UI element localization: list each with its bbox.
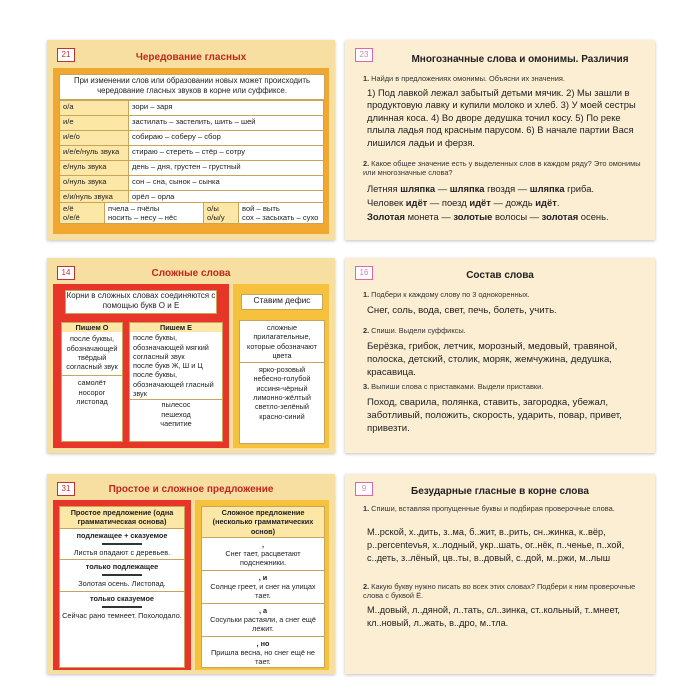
card-homonyms [345,40,655,240]
task-2: 2. Какую букву нужно писать во всех этих словах? Подбери к ним проверочные слова с буквой Ё. [363,582,636,600]
simple-head: Простое предложение (одна грамматическая основа) [60,507,184,528]
task-1: 1. Найди в предложениях омонимы. Объясни их значения. [363,74,565,83]
hyphen-head: Ставим дефис [241,294,323,310]
o-rule: после буквы, обозначающей твёрдый согласный звук [66,334,118,372]
alternation-table [59,100,324,206]
table-row: о/а зори – заря [60,101,324,116]
card-number: 16 [355,266,373,280]
o-head: Пишем О [62,323,122,332]
table-row: и/е/е/нуль звука стираю – стереть – стёр – сотру [60,146,324,161]
task-3: 3. Выпиши слова с приставками. Выдели приставки. [363,382,544,391]
card-number: 23 [355,48,373,62]
card-alternation [47,40,335,240]
table-row: и/е/о собираю – соберу – сбор [60,131,324,146]
card-sentences [47,474,335,674]
task-2: 2. Какое общее значение есть у выделенных слов в каждом ряду? Это омонимы или многозначные слова? [363,159,641,177]
example-line: Золотая монета — золотые волосы — золотая осень. [367,211,609,222]
item: , и Солнце греет, и снег на улицах тает. [202,570,324,603]
hyphen-rule: сложные прилагательные, которые обозначают цвета [240,321,324,363]
task-2-text: М..довый, л..дяной, л..тать, сл..зинка, ст..кольный, т..мнеет, кл..новый, л..жать, в..дро, м..тла. [367,605,620,628]
item: , но Пришла весна, но снег ещё не тает. [202,636,324,669]
card-unstressed-vowels [345,474,655,674]
card-number: 31 [57,482,75,496]
item: подлежащее + сказуемое Листья опадают с деревьев. [60,528,184,560]
task-3-text: Поход, сварила, полянка, ставить, загородка, убежал, заботливый, положить, скорость, ударить, повар, привет, привезти. [367,397,622,434]
o-column: Пишем О после буквы, обозначающей твёрдый согласный звук самолёт носорог листопад [61,322,123,442]
example-line: Человек идёт — поезд идёт — дождь идёт. [367,197,560,208]
task-2: 2. Спиши. Выдели суффиксы. [363,326,466,335]
example-line: Летняя шляпка — шляпка гвоздя — шляпка гриба. [367,183,595,194]
card-title: Состав слова [466,270,534,281]
task-2-text: Берёзка, грибок, летчик, морозный, медовый, травяной, полоска, детский, столик, моряк, жемчужина, дедушка, красавица. [367,341,618,378]
e-head: Пишем Е [130,323,222,332]
e-column: Пишем Е после буквы, обозначающей мягкий согласный звук после букв Ж, Ш и Ц после буквы, обозначающей гласный звук пылесос пешеход чаепитие [129,322,223,442]
item: только подлежащее Золотая осень. Листопад. [60,559,184,591]
task-1-text: Снег, соль, вода, свет, печь, болеть, учить. [367,305,557,316]
roots-rule: Корни в сложных словах соединяются с помощью букв О и Е [65,290,217,314]
complex-column [201,506,325,668]
task-1: 1. Подбери к каждому слову по 3 однокоренных. [363,290,530,299]
item: , Снег тает, расцветают подснежники. [202,537,324,570]
hyphen-column: сложные прилагательные, которые обозначают цвета ярко-розовый небесно-голубой иссиня-чёрный лимонно-жёлтый светло-зелёный красно-синий [239,320,325,444]
card-number: 21 [57,48,75,62]
table-row: о/нуль звука сон – сна, сынок – сынка [60,176,324,191]
card-number: 9 [355,482,373,496]
card-title: Чередование гласных [135,52,247,63]
alternation-table-bottom [59,202,324,224]
card-compound-words [47,258,335,453]
item: только сказуемое Сейчас рано темнеет. Похолодало. [60,591,184,623]
card-title: Многозначные слова и омонимы. Различия [411,54,629,65]
item: , а Сосульки растаяли, а снег ещё лежит. [202,603,324,636]
table-row: е/и/нуль звука орёл – орла [60,191,324,206]
card-number: 14 [57,266,75,280]
task-1: 1. Спиши, вставляя пропущенные буквы и подбирая проверочные слова. [363,504,615,513]
card-title: Простое и сложное предложение [108,484,274,495]
intro-text: При изменении слов или образовании новых может происходить чередование гласных звуков в корне или суффиксе. [59,74,325,100]
table-row: е/нуль звука день – дня, грустен – грустный [60,161,324,176]
examples [367,182,645,224]
card-word-structure [345,258,655,453]
table-row: е/ё о/е/ё пчела – пчёлы носить – несу – нёс о/ы о/ы/у вой – выть сох – засыхать – сухо [60,203,324,224]
card-title: Сложные слова [151,268,231,279]
simple-column [59,506,185,668]
task-1-text: 1) Под лавкой лежал забытый детьми мячик. 2) Мы зашли в продуктовую лавку и купили молоко и хлеб. 3) У моей сестры длинная коса. 4) Во дворе дедушка точил косу. 5) По реке плыла ладья под красным парусом. 6) В начале партии Вася лишился ладьи и ферзя. [367,87,636,148]
card-title: Безударные гласные в корне слова [411,486,589,497]
complex-head: Сложное предложение (несколько грамматических основ) [202,507,324,537]
table-row: и/е застилать – застелить, шить – шей [60,116,324,131]
task-1-text: М..рской, х..дить, з..ма, б..жит, в..рить, сн..жинка, к..вёр, р..percentevья, х..лодный, укр..шать, ог..нёк, п..ченье, п..хой, с..деть, з..лёный, цв..ты, в..довый, с..дой, м..ржи, м..лыш [367,527,625,563]
